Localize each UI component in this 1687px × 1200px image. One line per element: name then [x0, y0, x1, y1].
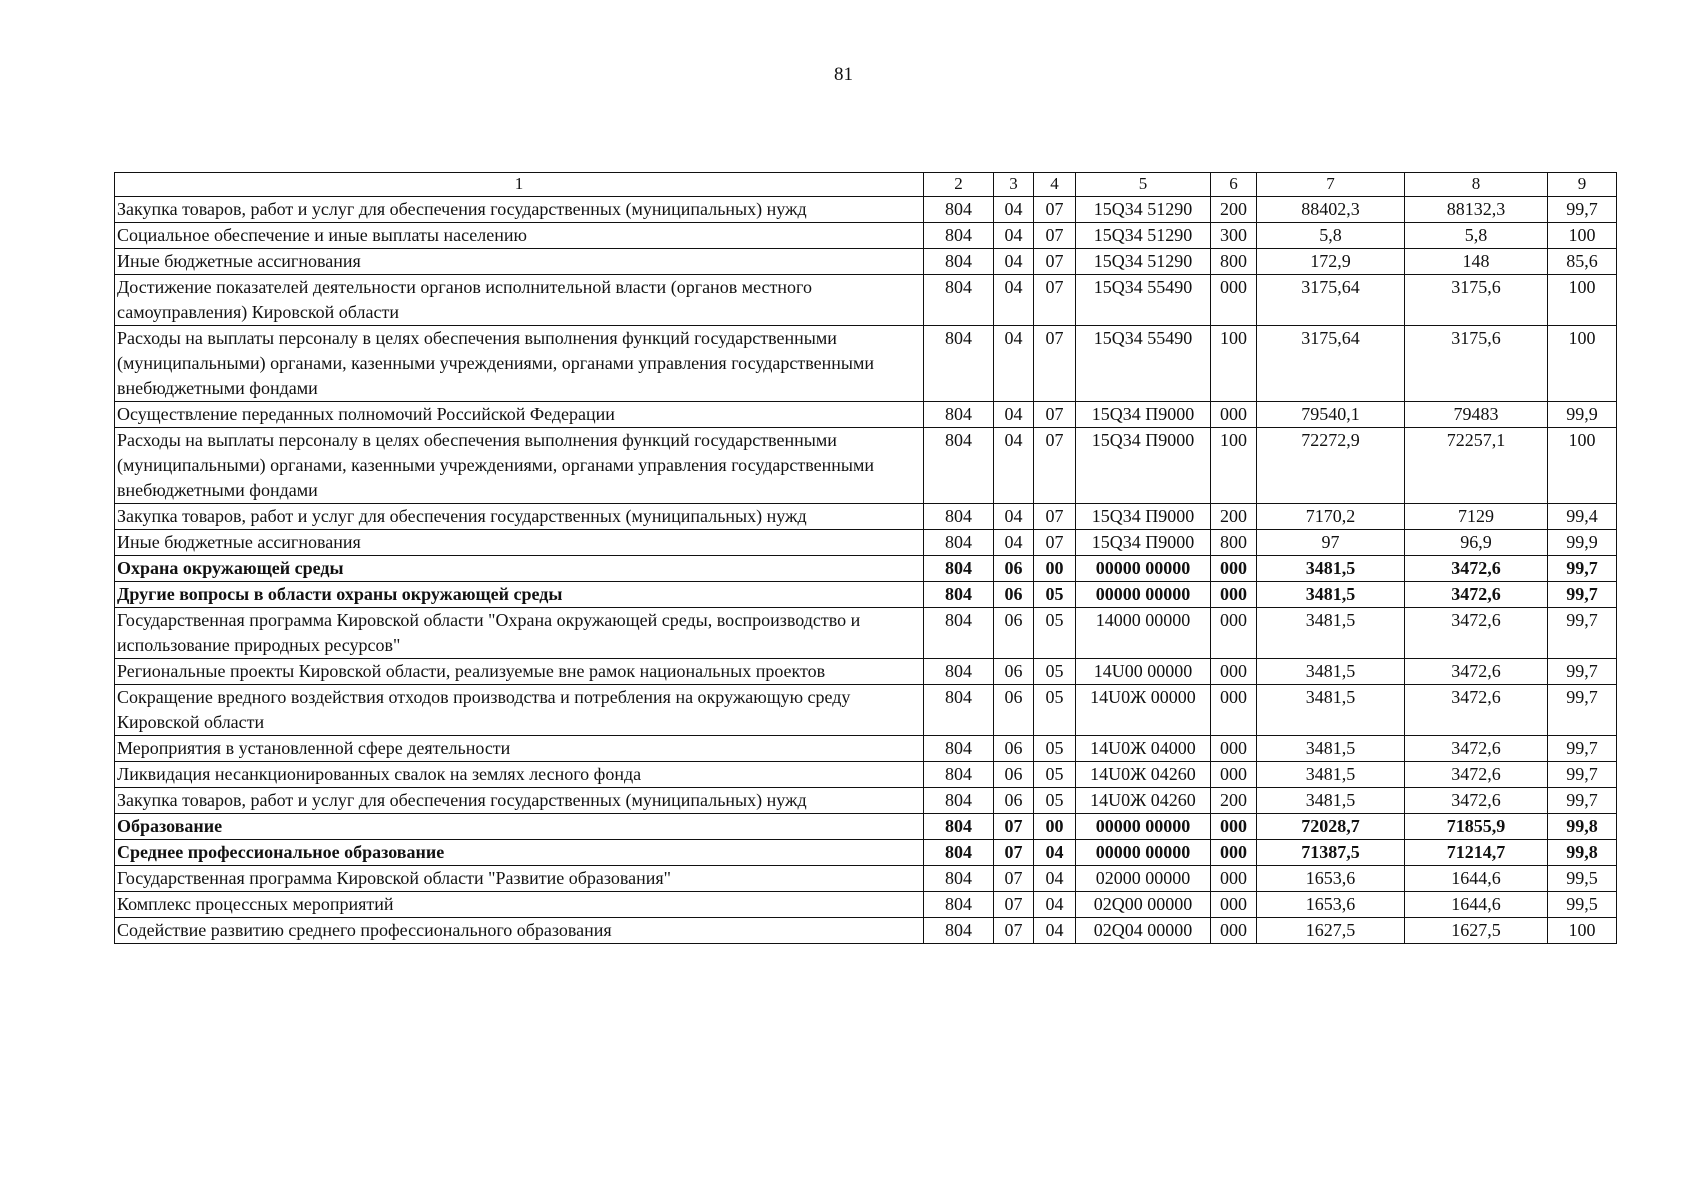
table-row — [115, 659, 1617, 685]
row-value-cell: 804 — [924, 918, 994, 944]
row-value-cell: 99,5 — [1548, 866, 1617, 892]
row-value-cell: 72028,7 — [1257, 814, 1405, 840]
row-value-cell: 000 — [1211, 556, 1257, 582]
row-value-cell: 00000 00000 — [1076, 840, 1211, 866]
row-value-cell: 15Q34 П9000 — [1076, 530, 1211, 556]
row-value-cell: 00000 00000 — [1076, 556, 1211, 582]
row-value-cell: 3472,6 — [1405, 608, 1548, 659]
row-value-cell: 804 — [924, 428, 994, 504]
row-name-cell: Закупка товаров, работ и услуг для обеспечения государственных (муниципальных) нужд — [115, 197, 924, 223]
row-value-cell: 000 — [1211, 840, 1257, 866]
row-value-cell: 15Q34 51290 — [1076, 223, 1211, 249]
row-value-cell: 14U0Ж 04260 — [1076, 788, 1211, 814]
row-value-cell: 15Q34 51290 — [1076, 197, 1211, 223]
row-value-cell: 15Q34 П9000 — [1076, 428, 1211, 504]
row-value-cell: 1627,5 — [1405, 918, 1548, 944]
row-value-cell: 14U0Ж 04000 — [1076, 736, 1211, 762]
row-value-cell: 85,6 — [1548, 249, 1617, 275]
header-cell: 2 — [924, 173, 994, 197]
row-value-cell: 07 — [1034, 504, 1076, 530]
table-row — [115, 326, 1617, 402]
row-value-cell: 06 — [994, 762, 1034, 788]
row-value-cell: 04 — [994, 530, 1034, 556]
row-value-cell: 100 — [1548, 223, 1617, 249]
row-value-cell: 804 — [924, 659, 994, 685]
row-value-cell: 804 — [924, 556, 994, 582]
row-value-cell: 72257,1 — [1405, 428, 1548, 504]
row-name-cell: Другие вопросы в области охраны окружающей среды — [115, 582, 924, 608]
table-body — [115, 197, 1617, 944]
row-value-cell: 99,5 — [1548, 892, 1617, 918]
row-value-cell: 07 — [1034, 223, 1076, 249]
row-name-cell: Региональные проекты Кировской области, реализуемые вне рамок национальных проектов — [115, 659, 924, 685]
row-value-cell: 07 — [994, 892, 1034, 918]
row-value-cell: 3472,6 — [1405, 736, 1548, 762]
row-value-cell: 000 — [1211, 918, 1257, 944]
row-value-cell: 07 — [1034, 326, 1076, 402]
row-value-cell: 100 — [1548, 428, 1617, 504]
row-value-cell: 3175,6 — [1405, 275, 1548, 326]
table-row — [115, 840, 1617, 866]
row-name-cell: Достижение показателей деятельности органов исполнительной власти (органов местного самоуправления) Кировской области — [115, 275, 924, 326]
table-row — [115, 608, 1617, 659]
row-value-cell: 07 — [994, 840, 1034, 866]
row-value-cell: 06 — [994, 736, 1034, 762]
table-row — [115, 918, 1617, 944]
row-name-cell: Государственная программа Кировской области "Охрана окружающей среды, воспроизводство и использование природных ресурсов" — [115, 608, 924, 659]
row-value-cell: 804 — [924, 326, 994, 402]
row-value-cell: 04 — [994, 402, 1034, 428]
row-name-cell: Закупка товаров, работ и услуг для обеспечения государственных (муниципальных) нужд — [115, 504, 924, 530]
row-value-cell: 100 — [1211, 428, 1257, 504]
row-value-cell: 71387,5 — [1257, 840, 1405, 866]
row-value-cell: 07 — [1034, 249, 1076, 275]
row-value-cell: 100 — [1548, 326, 1617, 402]
row-value-cell: 07 — [994, 814, 1034, 840]
row-name-cell: Расходы на выплаты персоналу в целях обеспечения выполнения функций государственными (муниципальными) органами, казенными учреждениями, органами управления государственными внебюджетными фондами — [115, 428, 924, 504]
header-cell: 5 — [1076, 173, 1211, 197]
row-value-cell: 14000 00000 — [1076, 608, 1211, 659]
row-name-cell: Расходы на выплаты персоналу в целях обеспечения выполнения функций государственными (муниципальными) органами, казенными учреждениями, органами управления государственными внебюджетными фондами — [115, 326, 924, 402]
row-value-cell: 04 — [1034, 866, 1076, 892]
table-row — [115, 582, 1617, 608]
table-row — [115, 249, 1617, 275]
row-value-cell: 100 — [1548, 275, 1617, 326]
row-name-cell: Среднее профессиональное образование — [115, 840, 924, 866]
row-value-cell: 02Q00 00000 — [1076, 892, 1211, 918]
row-value-cell: 000 — [1211, 275, 1257, 326]
row-value-cell: 3481,5 — [1257, 556, 1405, 582]
row-value-cell: 3175,64 — [1257, 326, 1405, 402]
row-value-cell: 99,7 — [1548, 762, 1617, 788]
row-value-cell: 804 — [924, 275, 994, 326]
row-value-cell: 07 — [1034, 197, 1076, 223]
row-value-cell: 3481,5 — [1257, 788, 1405, 814]
row-value-cell: 3175,64 — [1257, 275, 1405, 326]
row-value-cell: 04 — [994, 504, 1034, 530]
row-value-cell: 88402,3 — [1257, 197, 1405, 223]
row-value-cell: 04 — [994, 223, 1034, 249]
row-value-cell: 07 — [1034, 428, 1076, 504]
row-value-cell: 05 — [1034, 608, 1076, 659]
row-value-cell: 300 — [1211, 223, 1257, 249]
row-value-cell: 15Q34 55490 — [1076, 275, 1211, 326]
row-value-cell: 804 — [924, 504, 994, 530]
row-name-cell: Осуществление переданных полномочий Российской Федерации — [115, 402, 924, 428]
table-row — [115, 428, 1617, 504]
row-value-cell: 04 — [994, 275, 1034, 326]
table-row — [115, 788, 1617, 814]
row-value-cell: 71855,9 — [1405, 814, 1548, 840]
row-value-cell: 804 — [924, 249, 994, 275]
row-value-cell: 71214,7 — [1405, 840, 1548, 866]
row-name-cell: Закупка товаров, работ и услуг для обеспечения государственных (муниципальных) нужд — [115, 788, 924, 814]
row-value-cell: 97 — [1257, 530, 1405, 556]
row-value-cell: 804 — [924, 762, 994, 788]
row-value-cell: 06 — [994, 659, 1034, 685]
row-value-cell: 99,4 — [1548, 504, 1617, 530]
row-value-cell: 07 — [1034, 530, 1076, 556]
row-value-cell: 99,9 — [1548, 530, 1617, 556]
header-cell: 7 — [1257, 173, 1405, 197]
row-value-cell: 000 — [1211, 892, 1257, 918]
row-value-cell: 804 — [924, 685, 994, 736]
row-value-cell: 00000 00000 — [1076, 582, 1211, 608]
row-value-cell: 07 — [1034, 402, 1076, 428]
row-value-cell: 3481,5 — [1257, 736, 1405, 762]
row-value-cell: 800 — [1211, 530, 1257, 556]
row-name-cell: Иные бюджетные ассигнования — [115, 530, 924, 556]
row-value-cell: 3472,6 — [1405, 788, 1548, 814]
row-value-cell: 05 — [1034, 736, 1076, 762]
row-value-cell: 04 — [1034, 892, 1076, 918]
row-value-cell: 1653,6 — [1257, 892, 1405, 918]
row-value-cell: 88132,3 — [1405, 197, 1548, 223]
row-name-cell: Комплекс процессных мероприятий — [115, 892, 924, 918]
row-value-cell: 1644,6 — [1405, 866, 1548, 892]
row-value-cell: 02000 00000 — [1076, 866, 1211, 892]
header-cell: 8 — [1405, 173, 1548, 197]
table-row — [115, 530, 1617, 556]
row-name-cell: Мероприятия в установленной сфере деятельности — [115, 736, 924, 762]
row-value-cell: 804 — [924, 530, 994, 556]
row-value-cell: 3472,6 — [1405, 582, 1548, 608]
table-row — [115, 762, 1617, 788]
row-value-cell: 04 — [1034, 918, 1076, 944]
row-value-cell: 200 — [1211, 197, 1257, 223]
table-row — [115, 892, 1617, 918]
row-value-cell: 5,8 — [1405, 223, 1548, 249]
row-value-cell: 000 — [1211, 814, 1257, 840]
header-cell: 6 — [1211, 173, 1257, 197]
row-value-cell: 99,7 — [1548, 736, 1617, 762]
header-row — [115, 173, 1617, 197]
row-value-cell: 06 — [994, 788, 1034, 814]
header-cell: 3 — [994, 173, 1034, 197]
row-value-cell: 172,9 — [1257, 249, 1405, 275]
row-value-cell: 000 — [1211, 762, 1257, 788]
row-value-cell: 3175,6 — [1405, 326, 1548, 402]
row-value-cell: 804 — [924, 840, 994, 866]
row-value-cell: 14U0Ж 00000 — [1076, 685, 1211, 736]
row-value-cell: 04 — [994, 326, 1034, 402]
row-value-cell: 99,7 — [1548, 582, 1617, 608]
row-value-cell: 14U00 00000 — [1076, 659, 1211, 685]
table-row — [115, 685, 1617, 736]
row-value-cell: 99,7 — [1548, 608, 1617, 659]
table-row — [115, 275, 1617, 326]
row-value-cell: 07 — [1034, 275, 1076, 326]
row-value-cell: 99,8 — [1548, 840, 1617, 866]
row-value-cell: 72272,9 — [1257, 428, 1405, 504]
table-row — [115, 197, 1617, 223]
row-value-cell: 99,7 — [1548, 788, 1617, 814]
row-value-cell: 3481,5 — [1257, 608, 1405, 659]
row-name-cell: Содействие развитию среднего профессионального образования — [115, 918, 924, 944]
row-value-cell: 148 — [1405, 249, 1548, 275]
row-value-cell: 06 — [994, 582, 1034, 608]
row-value-cell: 04 — [994, 428, 1034, 504]
row-value-cell: 5,8 — [1257, 223, 1405, 249]
row-name-cell: Сокращение вредного воздействия отходов производства и потребления на окружающую среду Кировской области — [115, 685, 924, 736]
row-value-cell: 04 — [994, 197, 1034, 223]
row-value-cell: 1644,6 — [1405, 892, 1548, 918]
row-value-cell: 1653,6 — [1257, 866, 1405, 892]
row-value-cell: 06 — [994, 685, 1034, 736]
row-name-cell: Охрана окружающей среды — [115, 556, 924, 582]
row-value-cell: 804 — [924, 866, 994, 892]
row-value-cell: 99,9 — [1548, 402, 1617, 428]
row-value-cell: 200 — [1211, 788, 1257, 814]
row-value-cell: 79483 — [1405, 402, 1548, 428]
row-value-cell: 800 — [1211, 249, 1257, 275]
row-value-cell: 000 — [1211, 659, 1257, 685]
row-value-cell: 804 — [924, 608, 994, 659]
row-value-cell: 14U0Ж 04260 — [1076, 762, 1211, 788]
row-name-cell: Государственная программа Кировской области "Развитие образования" — [115, 866, 924, 892]
row-value-cell: 804 — [924, 814, 994, 840]
budget-table — [114, 172, 1617, 944]
row-value-cell: 99,7 — [1548, 659, 1617, 685]
row-value-cell: 804 — [924, 736, 994, 762]
row-value-cell: 200 — [1211, 504, 1257, 530]
row-name-cell: Социальное обеспечение и иные выплаты населению — [115, 223, 924, 249]
row-value-cell: 99,7 — [1548, 685, 1617, 736]
header-cell: 4 — [1034, 173, 1076, 197]
row-value-cell: 3481,5 — [1257, 685, 1405, 736]
row-value-cell: 3472,6 — [1405, 659, 1548, 685]
row-value-cell: 96,9 — [1405, 530, 1548, 556]
row-value-cell: 000 — [1211, 736, 1257, 762]
header-cell: 9 — [1548, 173, 1617, 197]
row-value-cell: 04 — [1034, 840, 1076, 866]
row-value-cell: 3472,6 — [1405, 685, 1548, 736]
row-value-cell: 15Q34 П9000 — [1076, 504, 1211, 530]
row-value-cell: 1627,5 — [1257, 918, 1405, 944]
row-value-cell: 05 — [1034, 788, 1076, 814]
table-row — [115, 402, 1617, 428]
row-value-cell: 100 — [1548, 918, 1617, 944]
row-value-cell: 3472,6 — [1405, 556, 1548, 582]
row-value-cell: 15Q34 55490 — [1076, 326, 1211, 402]
table-row — [115, 556, 1617, 582]
row-value-cell: 06 — [994, 556, 1034, 582]
row-value-cell: 02Q04 00000 — [1076, 918, 1211, 944]
table-row — [115, 866, 1617, 892]
row-value-cell: 3481,5 — [1257, 659, 1405, 685]
row-value-cell: 07 — [994, 918, 1034, 944]
row-name-cell: Образование — [115, 814, 924, 840]
row-value-cell: 04 — [994, 249, 1034, 275]
table-row — [115, 504, 1617, 530]
row-value-cell: 7129 — [1405, 504, 1548, 530]
row-value-cell: 05 — [1034, 659, 1076, 685]
row-value-cell: 000 — [1211, 402, 1257, 428]
row-value-cell: 000 — [1211, 866, 1257, 892]
row-value-cell: 99,8 — [1548, 814, 1617, 840]
row-value-cell: 804 — [924, 892, 994, 918]
row-name-cell: Ликвидация несанкционированных свалок на землях лесного фонда — [115, 762, 924, 788]
row-value-cell: 3481,5 — [1257, 582, 1405, 608]
row-value-cell: 00000 00000 — [1076, 814, 1211, 840]
row-value-cell: 05 — [1034, 685, 1076, 736]
row-value-cell: 07 — [994, 866, 1034, 892]
row-value-cell: 3472,6 — [1405, 762, 1548, 788]
row-value-cell: 3481,5 — [1257, 762, 1405, 788]
row-value-cell: 79540,1 — [1257, 402, 1405, 428]
row-value-cell: 05 — [1034, 762, 1076, 788]
row-value-cell: 7170,2 — [1257, 504, 1405, 530]
table-row — [115, 223, 1617, 249]
row-value-cell: 15Q34 П9000 — [1076, 402, 1211, 428]
row-value-cell: 100 — [1211, 326, 1257, 402]
row-value-cell: 000 — [1211, 608, 1257, 659]
row-value-cell: 00 — [1034, 556, 1076, 582]
row-value-cell: 99,7 — [1548, 197, 1617, 223]
table-row — [115, 814, 1617, 840]
page-number: 81 — [834, 64, 853, 85]
row-value-cell: 804 — [924, 197, 994, 223]
row-value-cell: 804 — [924, 788, 994, 814]
table-row — [115, 736, 1617, 762]
header-cell: 1 — [115, 173, 924, 197]
row-value-cell: 000 — [1211, 685, 1257, 736]
row-value-cell: 15Q34 51290 — [1076, 249, 1211, 275]
row-value-cell: 000 — [1211, 582, 1257, 608]
row-name-cell: Иные бюджетные ассигнования — [115, 249, 924, 275]
row-value-cell: 06 — [994, 608, 1034, 659]
row-value-cell: 00 — [1034, 814, 1076, 840]
row-value-cell: 99,7 — [1548, 556, 1617, 582]
row-value-cell: 804 — [924, 402, 994, 428]
row-value-cell: 804 — [924, 223, 994, 249]
row-value-cell: 05 — [1034, 582, 1076, 608]
row-value-cell: 804 — [924, 582, 994, 608]
